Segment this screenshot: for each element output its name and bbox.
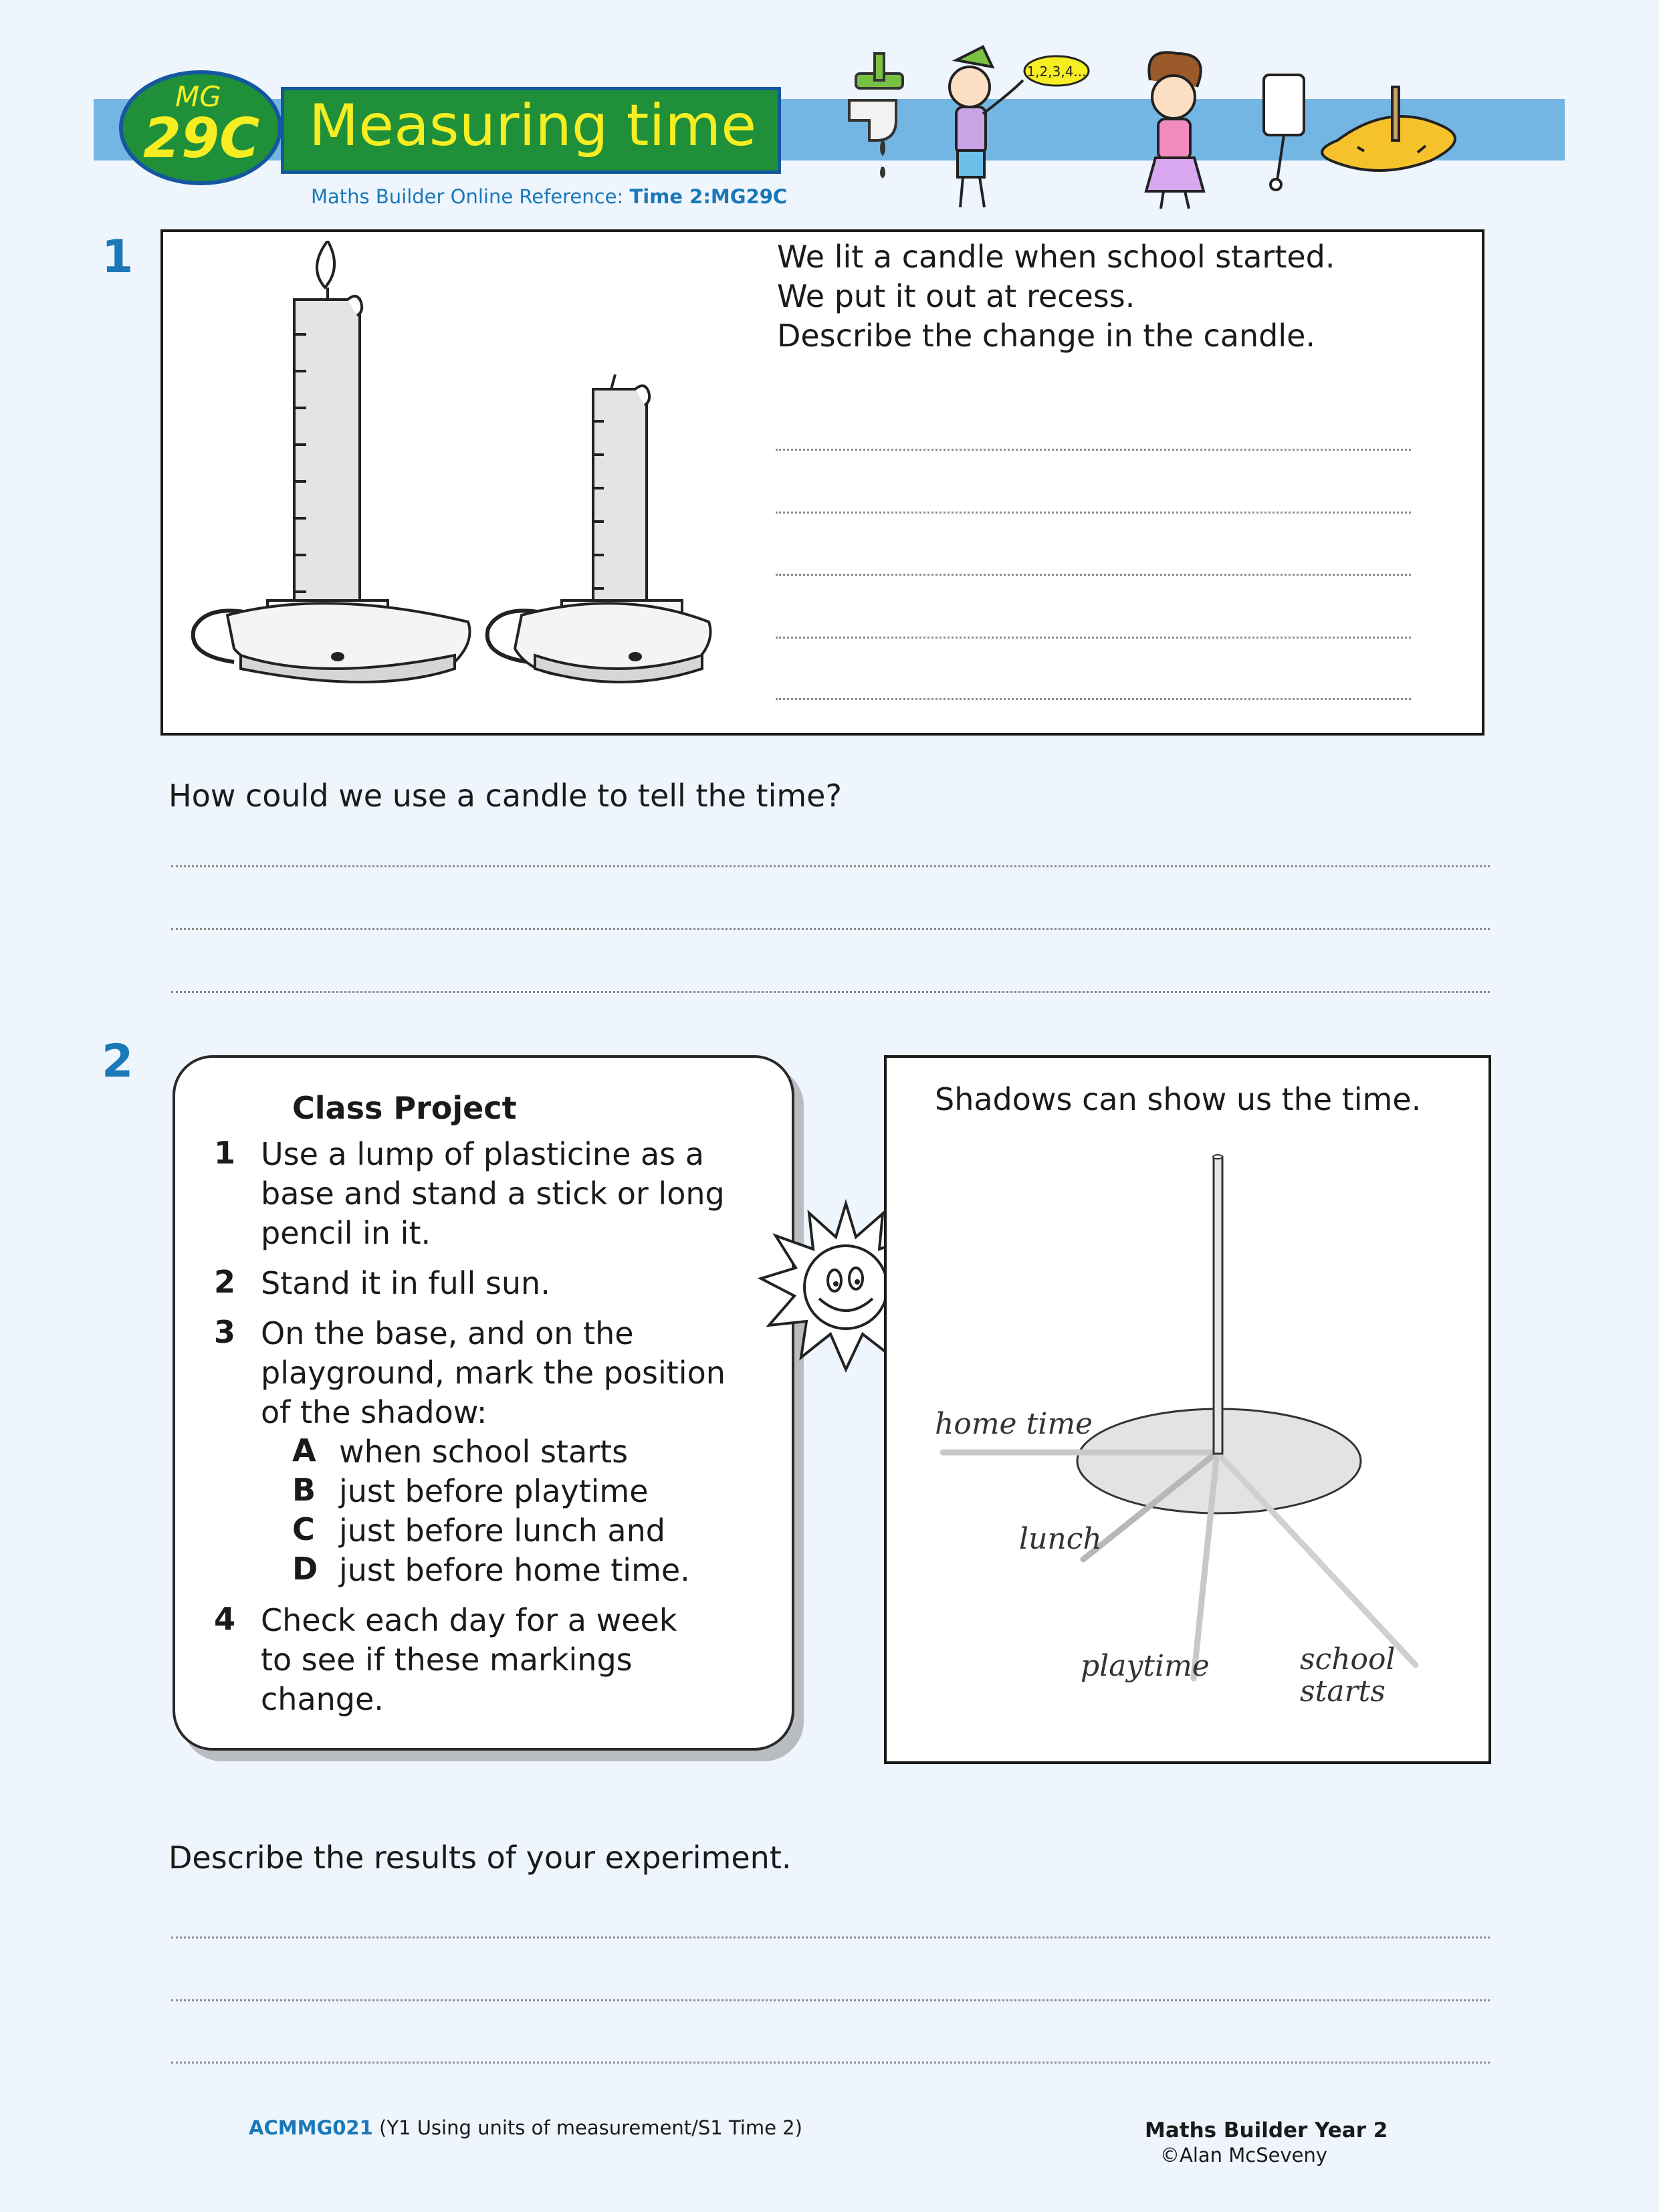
sub-item-text: when school starts <box>339 1434 629 1470</box>
answer-line[interactable] <box>776 512 1411 514</box>
answer-line[interactable] <box>776 637 1411 639</box>
answer-line[interactable] <box>776 449 1411 451</box>
shadow-label-home-time: home time <box>935 1407 1093 1441</box>
curriculum-code: ACMMG021 (Y1 Using units of measurement/S1 Time 2) <box>249 2116 802 2139</box>
tap-icon <box>849 53 903 177</box>
question-1-followup: How could we use a candle to tell the time? <box>169 778 842 814</box>
step-4-line-3: change. <box>261 1681 384 1717</box>
shadow-diagram-title: Shadows can show us the time. <box>935 1081 1422 1117</box>
question-1-line-3: Describe the change in the candle. <box>777 318 1316 354</box>
answer-line[interactable] <box>171 1937 1490 1939</box>
short-candle-icon <box>487 374 711 682</box>
sub-item-text: just before lunch and <box>339 1513 665 1549</box>
step-number: 2 <box>214 1264 236 1300</box>
step-1-line-3: pencil in it. <box>261 1215 431 1251</box>
step-4-line-2: to see if these markings <box>261 1642 633 1678</box>
class-project-title: Class Project <box>292 1090 517 1126</box>
step-number: 4 <box>214 1601 236 1637</box>
question-2-followup: Describe the results of your experiment. <box>169 1840 792 1876</box>
question-1-number: 1 <box>102 231 134 284</box>
candles-illustration <box>174 241 736 722</box>
speech-bubble-text: 1,2,3,4... <box>1026 64 1087 80</box>
header-illustrations <box>836 33 1531 221</box>
step-number: 1 <box>214 1135 236 1171</box>
answer-line[interactable] <box>171 928 1490 930</box>
answer-line[interactable] <box>171 991 1490 993</box>
sub-item-letter: C <box>292 1511 315 1547</box>
step-2-line-1: Stand it in full sun. <box>261 1265 550 1301</box>
question-1-line-1: We lit a candle when school started. <box>777 239 1335 275</box>
answer-line[interactable] <box>171 865 1490 867</box>
step-3-line-1: On the base, and on the <box>261 1315 634 1351</box>
question-1-line-2: We put it out at recess. <box>777 278 1135 314</box>
sub-item-letter: B <box>292 1472 316 1508</box>
answer-line[interactable] <box>776 574 1411 576</box>
mirror-icon <box>1264 75 1304 190</box>
answer-line[interactable] <box>776 698 1411 700</box>
sub-item-letter: D <box>292 1551 318 1587</box>
answer-line[interactable] <box>171 1999 1490 2001</box>
page-title: Measuring time <box>309 92 757 159</box>
step-1-line-2: base and stand a stick or long <box>261 1176 725 1212</box>
shadow-label-playtime: playtime <box>1081 1649 1210 1683</box>
child-counting-icon <box>950 47 1023 207</box>
sub-item-text: just before home time. <box>339 1552 690 1588</box>
speech-bubble-icon <box>1024 56 1089 86</box>
book-title: Maths Builder Year 2 <box>1145 2118 1388 2142</box>
step-3-line-3: of the shadow: <box>261 1394 487 1430</box>
reference-code: Time 2:MG29C <box>629 185 788 208</box>
step-1-line-1: Use a lump of plasticine as a <box>261 1136 704 1172</box>
step-number: 3 <box>214 1314 236 1350</box>
sub-item-letter: A <box>292 1432 316 1468</box>
sub-item-text: just before playtime <box>339 1473 649 1509</box>
answer-line[interactable] <box>171 2062 1490 2064</box>
step-3-line-2: playground, mark the position <box>261 1355 726 1391</box>
online-reference: Maths Builder Online Reference: Time 2:MG29C <box>311 185 788 208</box>
shadow-label-starts: starts <box>1300 1674 1386 1708</box>
step-4-line-1: Check each day for a week <box>261 1602 677 1638</box>
shadow-label-lunch: lunch <box>1019 1522 1102 1556</box>
sundial-icon <box>1322 87 1455 171</box>
question-2-number: 2 <box>102 1035 134 1088</box>
child-clapping-icon <box>1146 52 1204 209</box>
code-badge-top: MG <box>175 80 221 113</box>
copyright: ©Alan McSeveny <box>1160 2144 1328 2167</box>
shadow-label-school: school <box>1300 1642 1396 1676</box>
code-badge-number: 29C <box>143 107 260 171</box>
tall-candle-icon <box>193 241 470 682</box>
stick <box>1214 1157 1222 1454</box>
